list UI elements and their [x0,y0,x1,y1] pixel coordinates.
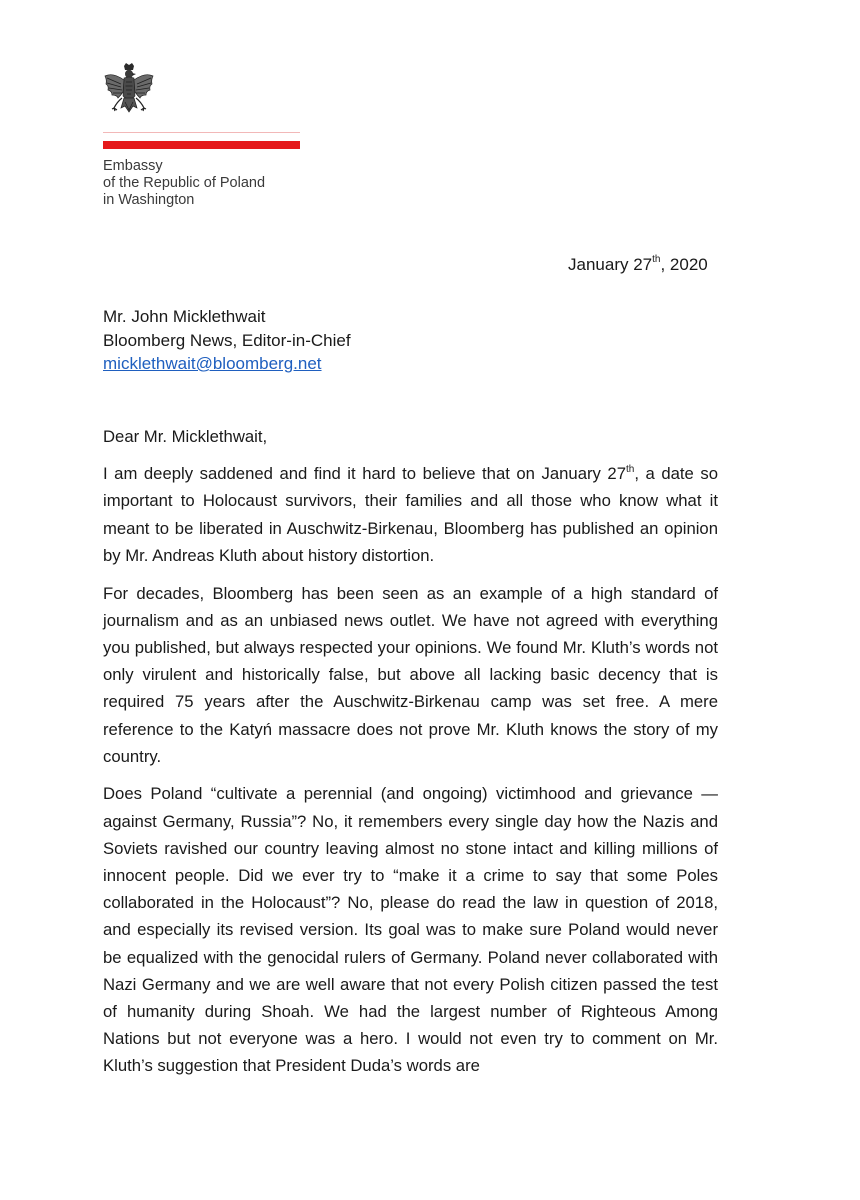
letter-date [568,254,708,276]
recipient-title: Bloomberg News, Editor-in-Chief [103,330,351,350]
salutation: Dear Mr. Micklethwait, [103,427,268,446]
red-bar [103,141,300,149]
org-line: Embassy [103,158,163,174]
recipient-email-link[interactable]: micklethwait@bloomberg.net [103,354,322,373]
letter-body [103,423,718,1090]
date-month-day: January 27 [568,255,653,274]
polish-white-eagle-icon [103,62,155,122]
date-ordinal-suffix: th [652,254,661,266]
org-line: in Washington [103,192,195,208]
recipient-block [103,305,351,376]
org-line: of the Republic of Poland [103,175,266,191]
date-year: , 2020 [660,255,708,274]
ordinal-suffix: th [625,463,635,475]
paragraph-1-text-b: , a date so important to Holocaust survivors, their families and all those who know what it meant to be liberated in Auschwitz-Birkenau, Bloomberg has published an opinion by Mr. Andreas Kluth about history distortion. [103,464,718,565]
recipient-name: Mr. John Micklethwait [103,307,266,326]
paragraph-1-text-a: I am deeply saddened and find it hard to believe that on January 27 [103,464,626,484]
paragraph-2: For decades, Bloomberg has been seen as an example of a high standard of journalism and as an unbiased news outlet. We have not agreed with everything you published, but always respected your opinions. We found Mr. Kluth’s words not only virulent and historically false, but above all lacking basic decency that is required 75 years after the Auschwitz-Birkenau camp was set free. A mere reference to the Katyń massacre does not prove Mr. Kluth knows the story of my country. [103,583,718,766]
thin-red-rule [103,132,300,133]
embassy-name [103,158,265,209]
paragraph-1 [103,460,718,569]
paragraph-3: Does Poland “cultivate a perennial (and ongoing) victimhood and grievance — against Germany, Russia”? No, it remembers every single day how the Nazis and Soviets ravished our country leaving almost no stone intact and killing millions of innocent people. Did we ever try to “make it a crime to say that some Poles collaborated in the Holocaust”? No, please do read the law in question of 2018, and especially its revised version. Its goal was to make sure Poland would never be equalized with the genocidal rulers of Germany. Poland never collaborated with Nazi Germany and we are well aware that not every Polish citizen passed the test of humanity during Shoah. We had the largest number of Righteous Among Nations but not everyone was a hero. I would not even try to comment on Mr. Kluth’s suggestion that President Duda’s words are [103,784,718,1076]
